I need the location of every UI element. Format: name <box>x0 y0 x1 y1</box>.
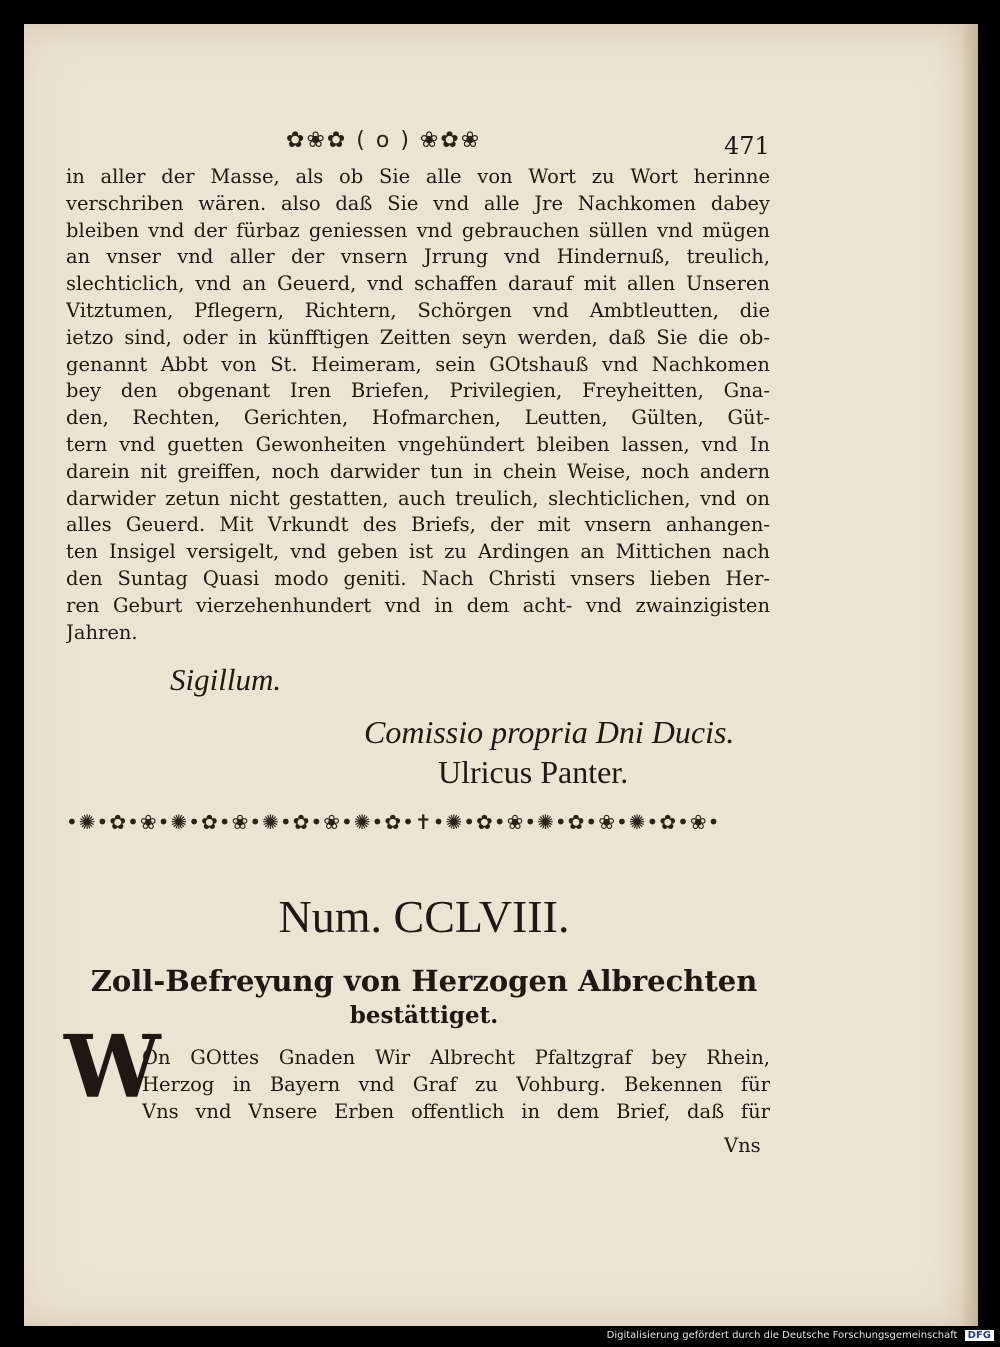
body-line: ietzo sind, oder in künfftigen Zeitten seyn werden, daß Sie die ob- <box>66 325 770 349</box>
body-line: Jahren. <box>66 620 138 644</box>
body-line: darein nit greiffen, noch darwider tun in chein Weise, noch andern <box>66 459 770 483</box>
body-line: bey den obgenant Iren Briefen, Privilegien, Freyheitten, Gna- <box>66 379 770 403</box>
dfg-logo: DFG <box>965 1330 994 1341</box>
footer-text: Digitalisierung gefördert durch die Deutsche Forschungsgemeinschaft <box>606 1330 958 1341</box>
drop-cap-initial: W <box>64 1017 161 1118</box>
section-number-title: Num. CCLVIII. <box>278 891 570 942</box>
page-number: 471 <box>724 132 770 160</box>
body-line: darwider zetun nicht gestatten, auch treulich, slechticlichen, vnd on <box>66 486 770 510</box>
scanned-page <box>24 24 978 1326</box>
body-line: ren Geburt vierzehenhundert vnd in dem acht- vnd zwainzigisten <box>66 593 770 617</box>
signature-name: Ulricus Panter. <box>438 754 629 790</box>
funding-footer <box>607 1330 994 1341</box>
comissio-text: Comissio propria Dni Ducis. <box>364 714 735 750</box>
page-header <box>24 128 978 168</box>
page-edge-shadow <box>960 24 978 1326</box>
body-line: bleiben vnd der fürbaz geniessen vnd gebrauchen süllen vnd mügen <box>66 218 770 242</box>
body-line: den Suntag Quasi modo geniti. Nach Christi vnsers lieben Her- <box>66 566 770 590</box>
body-line: ten Insigel versigelt, vnd geben ist zu Ardingen an Mittichen nach <box>66 540 770 564</box>
para-line: Vns vnd Vnsere Erben offentlich in dem Brief, daß für <box>142 1100 770 1123</box>
para-line: On GOttes Gnaden Wir Albrecht Pfaltzgraf bey Rhein, <box>142 1046 770 1069</box>
body-line: tern vnd guetten Gewonheiten vngehündert bleiben lassen, vnd In <box>66 432 770 456</box>
body-line: alles Geuerd. Mit Vrkundt des Briefs, der mit vnsern anhangen- <box>66 513 770 537</box>
para-line: Herzog in Bayern vnd Graf zu Vohburg. Bekennen für <box>142 1073 770 1096</box>
body-line: in aller der Masse, als ob Sie alle von Wort zu Wort herinne <box>66 165 770 188</box>
section-subtitle-continued: bestättiget. <box>349 1002 499 1029</box>
ornamental-divider: •✺•✿•❀•✺•✿•❀•✺•✿•❀•✺•✿•✝•✺•✿•❀•✺•✿•❀•✺•✿•❀• <box>66 810 721 834</box>
body-line: an vnser vnd aller der vnsern Jrrung vnd Hindernuß, treulich, <box>66 245 770 269</box>
header-ornament: ✿❀✿ ( o ) ❀✿❀ <box>286 128 482 153</box>
section-subtitle: Zoll-Befreyung von Herzogen Albrechten <box>90 964 758 998</box>
body-line: Vitztumen, Pflegern, Richtern, Schörgen vnd Ambtleutten, die <box>66 298 770 322</box>
second-paragraph <box>142 1044 770 1125</box>
body-line: slechticlich, vnd an Geuerd, vnd schaffen darauf mit allen Unseren <box>66 272 770 296</box>
sigillum-text: Sigillum. <box>170 662 282 697</box>
body-line: verschriben wären. also daß Sie vnd alle Jre Nachkomen dabey <box>66 191 770 215</box>
body-line: genannt Abbt von St. Heimeram, sein GOtshauß vnd Nachkomen <box>66 352 770 376</box>
body-paragraph <box>66 164 770 646</box>
body-line: den, Rechten, Gerichten, Hofmarchen, Leutten, Gülten, Güt- <box>66 406 770 430</box>
catchword: Vns <box>724 1134 761 1157</box>
